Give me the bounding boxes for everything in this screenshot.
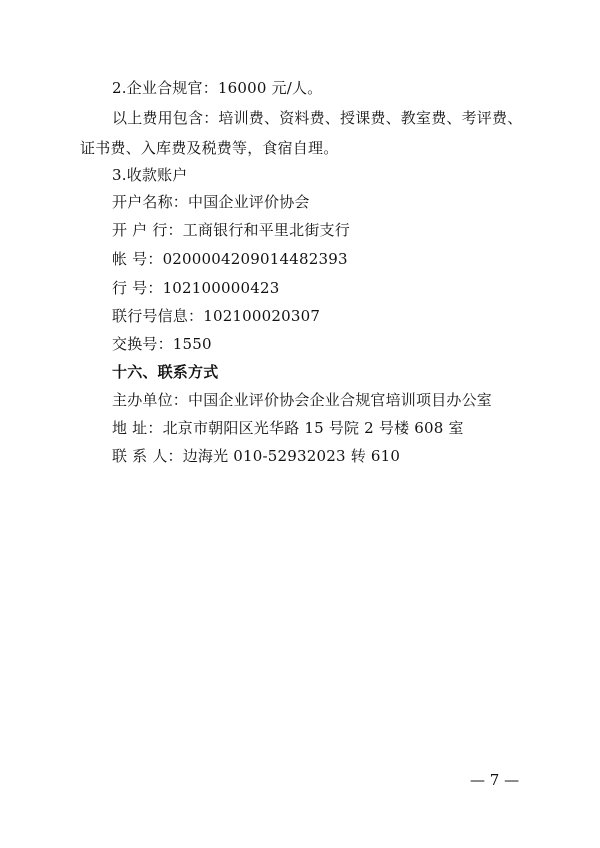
page-number: — 7 — — [470, 771, 520, 789]
account-number: 帐 号：0200004209014482393 — [112, 250, 348, 268]
bank-code: 行 号：102100000423 — [112, 279, 280, 297]
organizer: 主办单位：中国企业评价协会企业合规官培训项目办公室 — [112, 391, 493, 409]
address: 地 址：北京市朝阳区光华路 15 号院 2 号楼 608 室 — [112, 419, 464, 437]
fee-item-2: 2.企业合规官：16000 元/人。 — [112, 79, 323, 97]
contact-heading: 十六、联系方式 — [112, 363, 219, 381]
fees-include-line1: 以上费用包含：培训费、资料费、授课费、教室费、考评费、 — [112, 109, 523, 127]
joint-bank-code: 联行号信息：102100020307 — [112, 307, 321, 325]
account-bank: 开 户 行：工商银行和平里北街支行 — [112, 221, 350, 239]
exchange-number: 交换号：1550 — [112, 335, 212, 353]
fees-include-line2: 证书费、入库费及税费等，食宿自理。 — [80, 139, 339, 157]
contact-person: 联 系 人：边海光 010-52932023 转 610 — [112, 447, 401, 465]
account-name: 开户名称：中国企业评价协会 — [112, 193, 310, 211]
account-heading: 3.收款账户 — [112, 166, 188, 184]
